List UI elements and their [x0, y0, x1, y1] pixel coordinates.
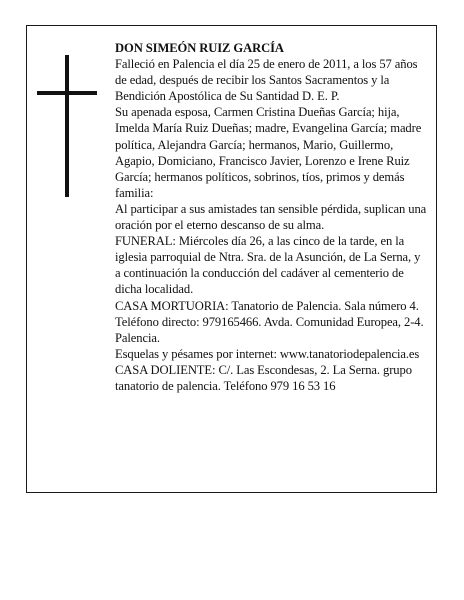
family-list: Su apenada esposa, Carmen Cristina Dueñas García; hija, Imelda María Ruiz Dueñas; madre, Evangelina García; madre política, Alejandra García; hermanos, Mario, Guillermo, Agapio, Domiciano, Francisco Javier, Lorenzo e Irene Ruiz García; hermanos políticos, sobrinos, tíos, primos y demás familia:: [115, 105, 422, 200]
death-announcement: Falleció en Palencia el día 25 de enero de 2011, a los 57 años de edad, después de recibir los Santos Sacramentos y la Bendición Apostólica de Su Santidad D. E. P.: [115, 57, 418, 104]
casa-doliente-details: CASA DOLIENTE: C/. Las Escondesas, 2. La Serna. grupo tanatorio de palencia. Teléfono 979 16 53 16: [115, 362, 412, 393]
online-condolences: Esquelas y pésames por internet: www.tanatoriodepalencia.es: [115, 346, 420, 361]
cross-vertical-bar: [65, 55, 69, 197]
prayer-request: Al participar a sus amistades tan sensible pérdida, suplican una oración por el eterno descanso de su alma.: [115, 201, 427, 233]
casa-mortuoria-details: CASA MORTUORIA: Tanatorio de Palencia. Sala número 4. Teléfono directo: 979165466. Avda. Comunidad Europea, 2-4. Palencia.: [115, 298, 424, 345]
funeral-details: FUNERAL: Miércoles día 26, a las cinco de la tarde, en la iglesia parroquial de Ntra. Sra. de la Asunción, de La Serna, y a continuación la conducción del cadáver al cementerio de dicha localidad.: [115, 234, 421, 297]
deceased-name: DON SIMEÓN RUIZ GARCÍA: [115, 41, 284, 55]
latin-cross-icon: [37, 55, 97, 197]
cross-horizontal-bar: [37, 91, 97, 95]
obituary-text-block: [115, 40, 427, 394]
obituary-notice-frame: [26, 25, 437, 493]
